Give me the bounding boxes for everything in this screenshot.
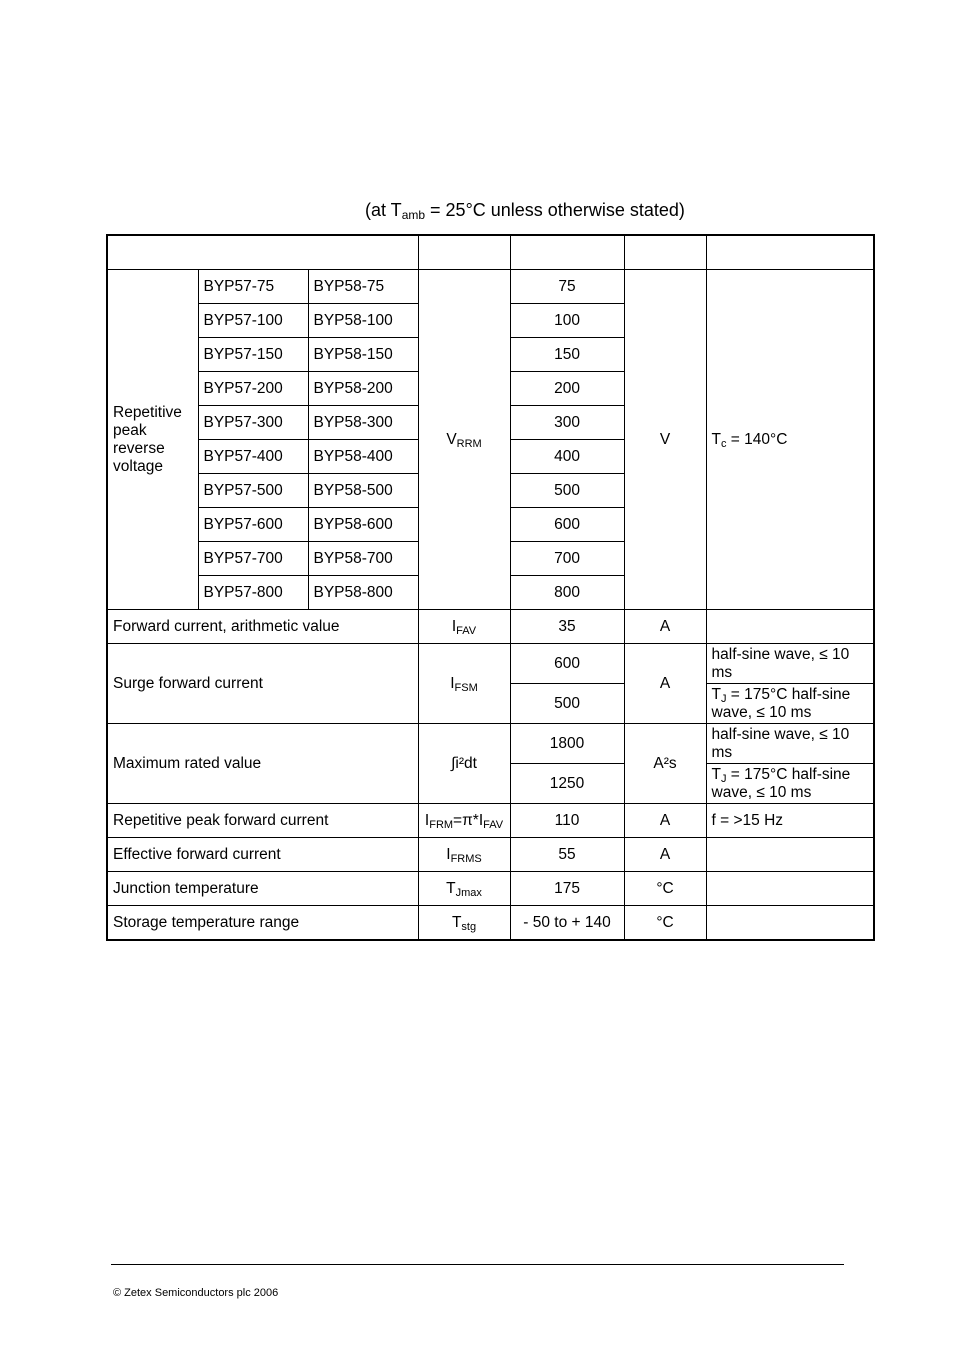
- value-cell: 1800: [510, 724, 624, 764]
- value-cell: 110: [510, 804, 624, 838]
- part-number-a: BYP57-100: [198, 304, 308, 338]
- part-number-b: BYP58-600: [308, 508, 418, 542]
- table-row: [107, 644, 874, 684]
- voltage-value: 500: [510, 474, 624, 508]
- value-cell: 600: [510, 644, 624, 684]
- parameter-label: Storage temperature range: [107, 906, 418, 941]
- part-number-b: BYP58-75: [308, 270, 418, 304]
- value-cell: 175: [510, 872, 624, 906]
- value-cell: 500: [510, 684, 624, 724]
- parameter-label: Junction temperature: [107, 872, 418, 906]
- table-header-row: [107, 235, 874, 270]
- unit-cell: A: [624, 610, 706, 644]
- parameter-label: Forward current, arithmetic value: [107, 610, 418, 644]
- condition-cell: f = >15 Hz: [706, 804, 874, 838]
- condition-cell: half-sine wave, ≤ 10 ms: [706, 724, 874, 764]
- voltage-symbol: $V_{RRM}$: [418, 270, 510, 610]
- voltage-condition: $T_c = 140^\circ C$: [706, 270, 874, 610]
- header-symbol: [418, 235, 510, 270]
- part-number-b: BYP58-200: [308, 372, 418, 406]
- value-cell: 1250: [510, 764, 624, 804]
- voltage-value: 400: [510, 440, 624, 474]
- condition-cell: [706, 838, 874, 872]
- part-number-a: BYP57-400: [198, 440, 308, 474]
- voltage-value: 700: [510, 542, 624, 576]
- part-number-b: BYP58-500: [308, 474, 418, 508]
- part-number-b: BYP58-300: [308, 406, 418, 440]
- part-number-b: BYP58-100: [308, 304, 418, 338]
- condition-cell: $T_J = 175^\circ C$ half-sine wave, ≤ 10 ms: [706, 764, 874, 804]
- voltage-value: 200: [510, 372, 624, 406]
- value-cell: 35: [510, 610, 624, 644]
- symbol-cell: $T_{stg}$: [418, 906, 510, 941]
- parameter-label: Effective forward current: [107, 838, 418, 872]
- voltage-value: 600: [510, 508, 624, 542]
- unit-cell: A: [624, 838, 706, 872]
- unit-cell: A: [624, 644, 706, 724]
- voltage-value: 800: [510, 576, 624, 610]
- unit-cell: A: [624, 804, 706, 838]
- voltage-unit: V: [624, 270, 706, 610]
- part-number-a: BYP57-600: [198, 508, 308, 542]
- part-number-b: BYP58-700: [308, 542, 418, 576]
- unit-cell: A²s: [624, 724, 706, 804]
- part-number-a: BYP57-200: [198, 372, 308, 406]
- part-number-a: BYP57-150: [198, 338, 308, 372]
- table-row: [107, 872, 874, 906]
- condition-cell: [706, 610, 874, 644]
- condition-cell: [706, 906, 874, 941]
- value-cell: 55: [510, 838, 624, 872]
- table-row: [107, 270, 874, 304]
- voltage-value: 300: [510, 406, 624, 440]
- absolute-ratings-table: [106, 234, 875, 941]
- symbol-cell: $I_{FSM}$: [418, 644, 510, 724]
- header-conditions: [706, 235, 874, 270]
- symbol-cell: $I_{FRMS}$: [418, 838, 510, 872]
- part-number-a: BYP57-75: [198, 270, 308, 304]
- footer-divider: [111, 1264, 844, 1265]
- part-number-b: BYP58-400: [308, 440, 418, 474]
- table-row: [107, 906, 874, 941]
- footer-copyright: © Zetex Semiconductors plc 2006: [113, 1287, 279, 1299]
- table-row: [107, 610, 874, 644]
- unit-cell: °C: [624, 872, 706, 906]
- table-row: [107, 724, 874, 764]
- voltage-value: 100: [510, 304, 624, 338]
- condition-cell: [706, 872, 874, 906]
- header-value: [510, 235, 624, 270]
- header-parameter: [107, 235, 418, 270]
- table-row: [107, 804, 874, 838]
- symbol-cell: $I_{FAV}$: [418, 610, 510, 644]
- part-number-a: BYP57-300: [198, 406, 308, 440]
- parameter-label: Surge forward current: [107, 644, 418, 724]
- condition-cell: half-sine wave, ≤ 10 ms: [706, 644, 874, 684]
- voltage-value: 150: [510, 338, 624, 372]
- part-number-a: BYP57-700: [198, 542, 308, 576]
- table-caption: (at $T_{amb} = 25^\circ C$ unless otherwise stated): [365, 200, 685, 222]
- value-cell: - 50 to + 140: [510, 906, 624, 941]
- voltage-parameter: Repetitive peak reverse voltage: [107, 270, 198, 610]
- symbol-cell: $I_{FRM}=\pi*I_{FAV}$: [418, 804, 510, 838]
- part-number-b: BYP58-150: [308, 338, 418, 372]
- unit-cell: °C: [624, 906, 706, 941]
- header-unit: [624, 235, 706, 270]
- parameter-label: Repetitive peak forward current: [107, 804, 418, 838]
- part-number-a: BYP57-500: [198, 474, 308, 508]
- voltage-value: 75: [510, 270, 624, 304]
- symbol-cell: ∫i²dt: [418, 724, 510, 804]
- parameter-label: Maximum rated value: [107, 724, 418, 804]
- part-number-b: BYP58-800: [308, 576, 418, 610]
- part-number-a: BYP57-800: [198, 576, 308, 610]
- condition-cell: $T_J = 175^\circ C$ half-sine wave, ≤ 10 ms: [706, 684, 874, 724]
- symbol-cell: $T_{Jmax}$: [418, 872, 510, 906]
- table-row: [107, 838, 874, 872]
